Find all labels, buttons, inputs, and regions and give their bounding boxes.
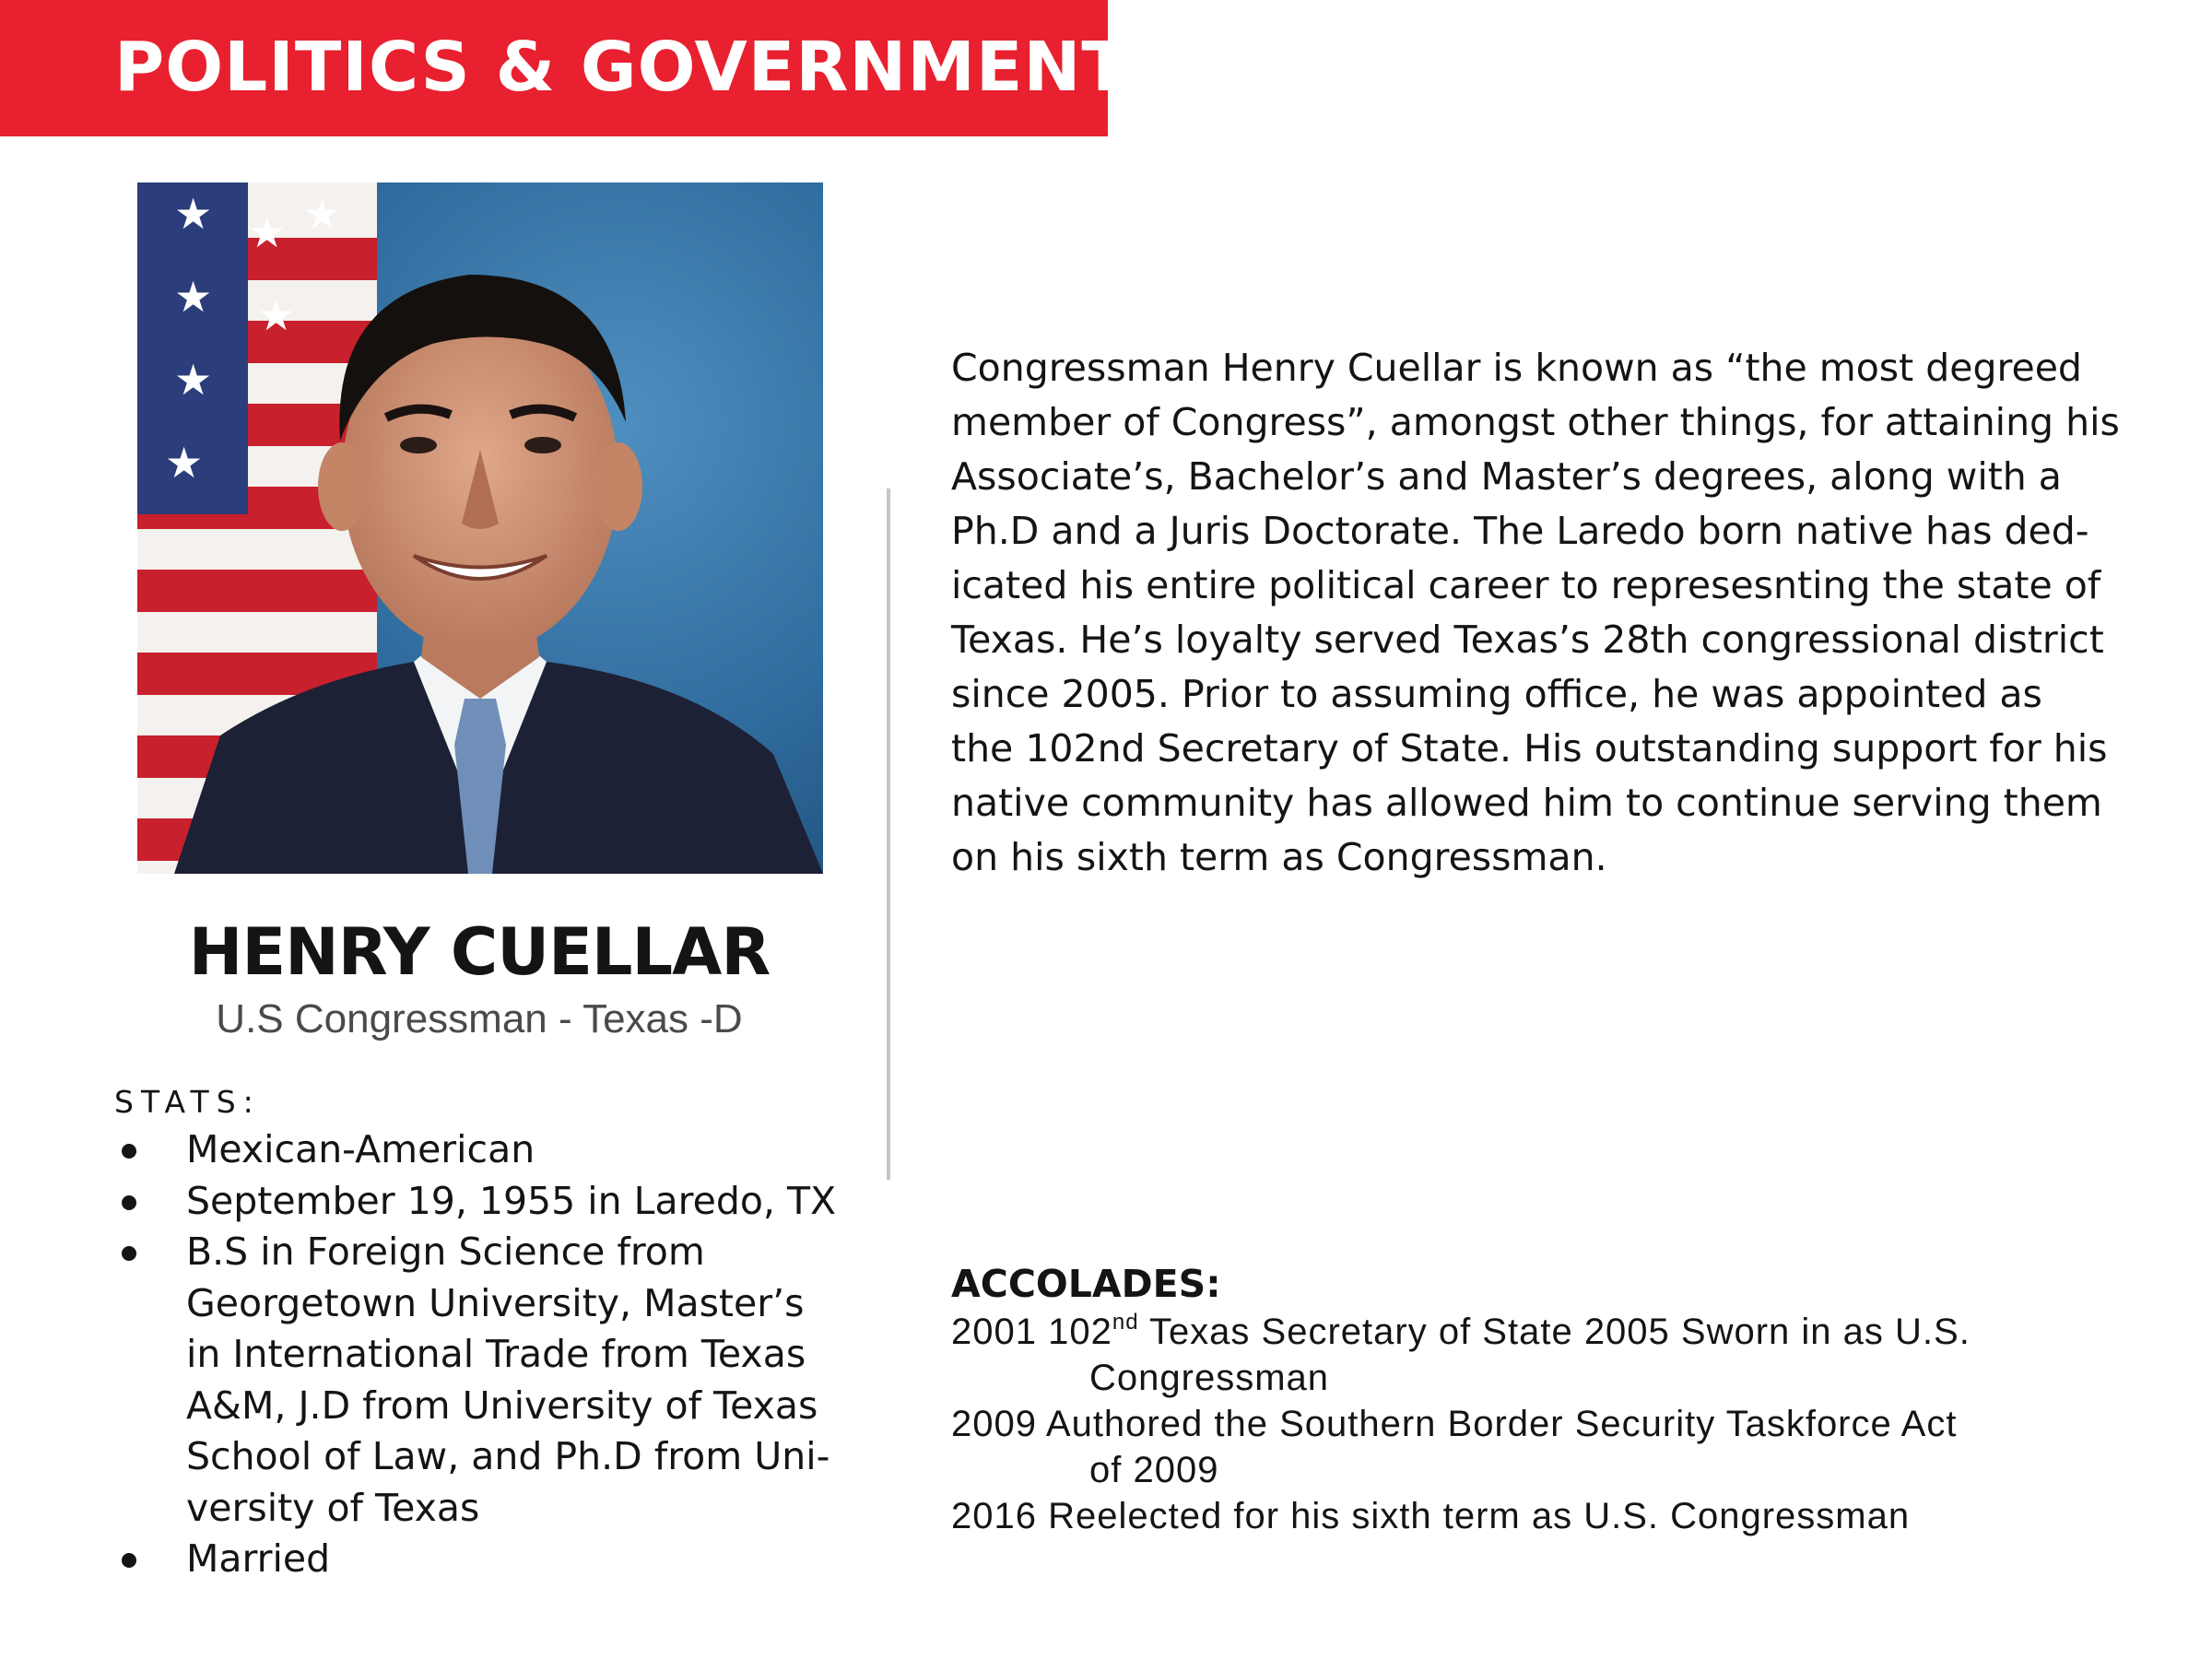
bullet-icon [122, 1246, 136, 1261]
accolade-item [951, 1401, 2112, 1493]
stats-item [114, 1124, 852, 1176]
svg-text:★: ★ [174, 272, 213, 322]
stats-line: Married [186, 1536, 331, 1581]
bullet-icon [122, 1195, 136, 1210]
accolade-line: 2016 Reelected for his sixth term as U.S. Congressman [951, 1496, 1911, 1536]
stats-line: Georgetown University, Master’s [186, 1280, 805, 1325]
stats-line: versity of Texas [186, 1485, 480, 1530]
bio-line: Congressman Henry Cuellar is known as “the most degreed [951, 346, 2082, 390]
bio-line: since 2005. Prior to assuming office, he was appointed as [951, 672, 2042, 716]
stats-line: School of Law, and Ph.D from Uni- [186, 1434, 830, 1478]
accolade-line [951, 1309, 2112, 1355]
stats-line: Mexican-American [186, 1127, 535, 1171]
bio-line: Associate’s, Bachelor’s and Master’s degrees, along with a [951, 454, 2062, 499]
biography [951, 341, 2120, 885]
stats-item [114, 1227, 852, 1534]
accolades-heading: ACCOLADES: [951, 1262, 1221, 1306]
stats-line: in International Trade from Texas [186, 1332, 806, 1376]
stats-line: B.S in Foreign Science from [186, 1230, 705, 1274]
column-divider [887, 488, 890, 1180]
stats-list [114, 1124, 852, 1585]
bullet-icon [122, 1144, 136, 1159]
stats-item [114, 1176, 852, 1228]
accolade-line: 2009 Authored the Southern Border Security Taskforce Act [951, 1404, 1958, 1444]
person-name: HENRY CUELLAR [188, 914, 771, 990]
bio-line: on his sixth term as Congressman. [951, 835, 1607, 879]
portrait-photo [137, 182, 823, 874]
svg-text:★: ★ [257, 290, 296, 340]
svg-text:★: ★ [248, 207, 287, 257]
svg-text:★: ★ [303, 189, 342, 239]
accolade-text: 2001 102 [951, 1312, 1112, 1352]
accolade-text: Texas Secretary of State 2005 Sworn in as U.S. [1138, 1312, 1971, 1352]
bullet-icon [122, 1553, 136, 1568]
portrait-illustration [137, 182, 823, 874]
stats-line: September 19, 1955 in Laredo, TX [186, 1178, 837, 1223]
svg-text:★: ★ [165, 438, 204, 488]
bio-line: the 102nd Secretary of State. His outstanding support for his [951, 726, 2108, 771]
accolade-item [951, 1493, 2112, 1539]
section-title: POLITICS & GOVERNMENT [114, 28, 1129, 107]
stats-line: A&M, J.D from University of Texas [186, 1382, 818, 1428]
svg-text:★: ★ [174, 355, 213, 405]
bio-line: Ph.D and a Juris Doctorate. The Laredo born native has ded- [951, 509, 2089, 553]
stats-heading: STATS: [114, 1084, 261, 1120]
bio-line: icated his entire political career to represesnting the state of [951, 563, 2101, 607]
section-banner [0, 0, 1129, 136]
accolade-continuation: of 2009 [1089, 1450, 1219, 1490]
accolades-list [951, 1309, 2112, 1539]
person-title: U.S Congressman - Texas -D [216, 996, 743, 1041]
ordinal-suffix: nd [1112, 1310, 1139, 1335]
bio-line: Texas. He’s loyalty served Texas’s 28th congressional district [951, 618, 2104, 662]
accolade-continuation: Congressman [1089, 1358, 1330, 1398]
bio-line: member of Congress”, amongst other things, for attaining his [951, 400, 2120, 444]
stats-item [114, 1534, 852, 1585]
accolade-item [951, 1309, 2112, 1401]
svg-text:★: ★ [174, 189, 213, 239]
bio-line: native community has allowed him to continue serving them [951, 781, 2102, 825]
